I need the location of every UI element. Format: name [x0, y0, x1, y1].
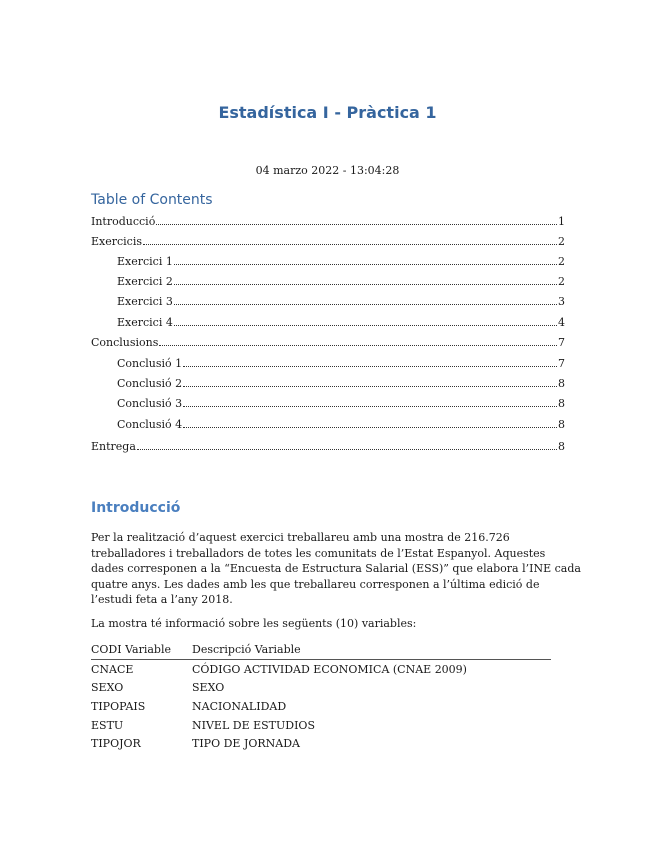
variable-code: TIPOJOR	[91, 737, 141, 751]
toc-entry-conclusio-3[interactable]	[117, 394, 565, 410]
toc-entry-page: 8	[558, 418, 565, 431]
toc-entry-entrega[interactable]	[91, 437, 565, 453]
variable-description: TIPO DE JORNADA	[192, 737, 300, 751]
toc-leader	[183, 405, 557, 407]
toc-entry-page: 8	[558, 440, 565, 453]
toc-entry-conclusio-1[interactable]	[117, 354, 565, 370]
variable-description: SEXO	[192, 681, 225, 695]
variable-code: TIPOPAIS	[91, 699, 146, 713]
document-title: Estadística I - Pràctica 1	[218, 103, 437, 122]
toc-entry-label: Conclusió 4	[117, 418, 183, 431]
toc-leader	[159, 344, 557, 346]
toc-entry-page: 7	[558, 336, 565, 349]
variable-description: CÓDIGO ACTIVIDAD ECONOMICA (CNAE 2009)	[192, 662, 467, 676]
toc-leader	[183, 365, 557, 367]
table-row	[91, 716, 551, 735]
toc-entry-label: Introducció	[91, 215, 156, 228]
toc-leader	[174, 303, 557, 305]
toc-entry-page: 8	[558, 397, 565, 410]
toc-entry-page: 2	[558, 275, 565, 288]
variable-code: SEXO	[91, 681, 124, 695]
toc-entry-page: 1	[558, 215, 565, 228]
paragraph-line: treballadores i treballadors de totes les comunitats de l’Estat Espanyol. Aquestes	[91, 546, 546, 560]
section-heading-introduccio: Introducció	[91, 500, 181, 516]
toc-entry-label: Exercici 3	[117, 295, 173, 308]
table-header-row	[91, 642, 551, 660]
toc-entry-page: 7	[558, 357, 565, 370]
toc-entry-label: Exercici 4	[117, 316, 173, 329]
toc-entry-page: 2	[558, 255, 565, 268]
variables-table	[91, 642, 551, 753]
toc-entry-label: Exercici 1	[117, 255, 173, 268]
toc-entry-label: Conclusió 3	[117, 397, 183, 410]
toc-entry-label: Conclusions	[91, 336, 159, 349]
toc-entry-exercici-3[interactable]	[117, 292, 565, 308]
variable-description: NIVEL DE ESTUDIOS	[192, 718, 315, 732]
toc-leader	[174, 263, 557, 265]
paragraph-line: l’estudi feta a l’any 2018.	[91, 593, 233, 606]
document-date: 04 marzo 2022 - 13:04:28	[255, 164, 400, 177]
toc-entry-exercici-4[interactable]	[117, 313, 565, 329]
toc-entry-label: Entrega	[91, 440, 136, 453]
paragraph-line: Per la realització d’aquest exercici treballareu amb una mostra de 216.726	[91, 531, 510, 544]
toc-entry-exercicis[interactable]	[91, 232, 565, 248]
table-row	[91, 660, 551, 679]
toc-leader	[137, 448, 557, 450]
toc-entry-introduccio[interactable]	[91, 212, 565, 228]
toc-entry-exercici-1[interactable]	[117, 252, 565, 268]
variable-code: CNACE	[91, 662, 134, 676]
variable-description: NACIONALIDAD	[192, 699, 287, 713]
toc-leader	[156, 223, 557, 225]
toc-leader	[183, 385, 557, 387]
toc-entry-label: Exercici 2	[117, 275, 173, 288]
toc-entry-page: 4	[558, 316, 565, 329]
toc-entry-conclusio-4[interactable]	[117, 415, 565, 431]
variables-intro-text: La mostra té informació sobre les següents (10) variables:	[91, 617, 417, 630]
toc-entry-label: Conclusió 1	[117, 357, 183, 370]
toc-leader	[143, 243, 557, 245]
toc-entry-page: 8	[558, 377, 565, 390]
toc-heading: Table of Contents	[91, 192, 213, 208]
table-row	[91, 679, 551, 698]
toc-leader	[174, 324, 557, 326]
table-row	[91, 697, 551, 716]
toc-entry-page: 3	[558, 295, 565, 308]
toc-entry-label: Conclusió 2	[117, 377, 183, 390]
variable-code: ESTU	[91, 718, 124, 732]
toc-entry-conclusions[interactable]	[91, 333, 565, 349]
table-row	[91, 734, 551, 753]
column-header-description: Descripció Variable	[192, 642, 551, 660]
paragraph-line: quatre anys. Les dades amb les que treballareu corresponen a l’última edició de	[91, 577, 540, 591]
toc-entry-exercici-2[interactable]	[117, 272, 565, 288]
intro-paragraph	[91, 530, 581, 608]
toc-entry-page: 2	[558, 235, 565, 248]
paragraph-line: dades corresponen a la “Encuesta de Estructura Salarial (ESS)” que elabora l’INE cada	[91, 562, 581, 575]
toc-entry-label: Exercicis	[91, 235, 143, 248]
toc-entry-conclusio-2[interactable]	[117, 374, 565, 390]
toc-leader	[174, 283, 557, 285]
toc-leader	[183, 426, 557, 428]
column-header-code: CODI Variable	[91, 642, 192, 660]
